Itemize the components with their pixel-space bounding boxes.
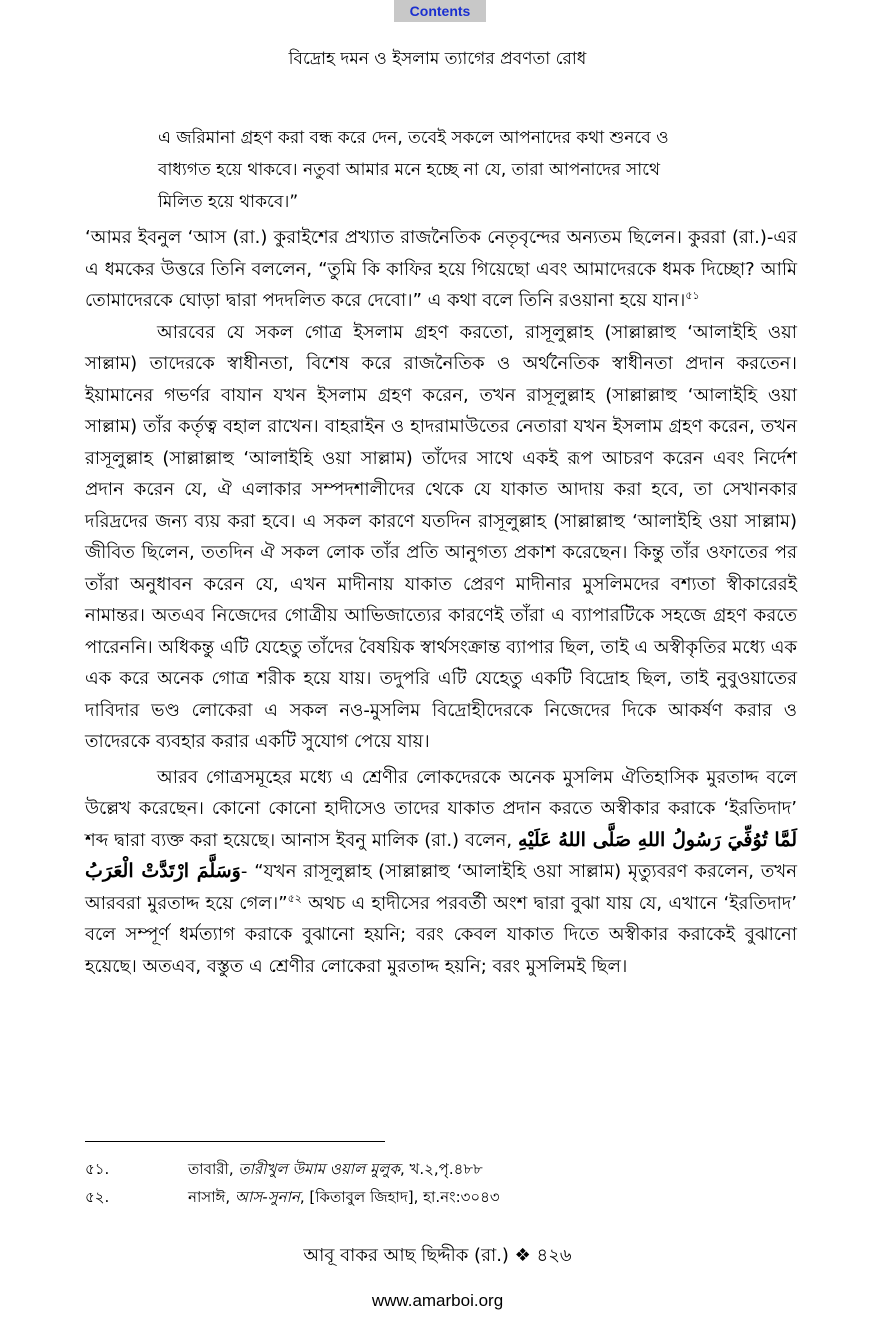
contents-button[interactable]: Contents (394, 0, 486, 22)
quote-line: মিলিত হয়ে থাকবে।” (158, 192, 299, 212)
footnote-book-title: আস-সুনান (234, 1188, 300, 1206)
footnote-item (85, 1155, 797, 1183)
paragraph-1 (85, 222, 797, 317)
footnote-reference: , [কিতাবুল জিহাদ], হা.নং:৩০৪৩ (299, 1188, 500, 1206)
footnote-reference: , খ.২,পৃ.৪৮৮ (399, 1160, 483, 1178)
quote-line: বাধ্যগত হয়ে থাকবে। নতুবা আমার মনে হচ্ছে না যে, তারা আপনাদের সাথে (158, 160, 660, 180)
footnote-ref-51[interactable]: ৫১ (685, 289, 700, 302)
quote-line: এ জরিমানা গ্রহণ করা বন্ধ করে দেন, তবেই সকলে আপনাদের কথা শুনবে ও (158, 128, 669, 148)
arabic-hadith: لَمَّا تُوُفِّيَ رَسُولُ اللهِ صَلَّى اللهُ عَلَيْهِ وَسَلَّمَ ارْتَدَّتْ الْعَرَبُ (85, 828, 797, 882)
footnote-book-title: তারীখুল উমাম ওয়াল মুলুক (238, 1160, 400, 1178)
block-quote (158, 122, 798, 218)
footnote-author: তাবারী, (188, 1160, 239, 1178)
paragraph-3-text-b: - “যখন রাসূলুল্লাহ (সাল্লাল্লাহু ‘আলাইহি ওয়া সাল্লাম) মৃত্যুবরণ করলেন, তখন আরবরা মুরতাদ্দ হয়ে গেল।” (85, 861, 797, 914)
page-footer: আবূ বাকর আছ ছিদ্দীক (রা.) ❖ ৪২৬ (303, 1245, 572, 1266)
paragraph-3-text-a: আরব গোত্রসমূহের মধ্যে এ শ্রেণীর লোকদেরকে অনেক মুসলিম ঐতিহাসিক মুরতাদ্দ বলে উল্লেখ করেছেন। কোনো কোনো হাদীসেও তাদের যাকাত প্রদান করতে অস্বীকার করাকে ‘ইরতিদাদ’ শব্দ দ্বারা ব্যক্ত করা হয়েছে। আনাস ইবনু মালিক (রা.) বলেন, (85, 766, 797, 851)
paragraph-2-text: আরবের যে সকল গোত্র ইসলাম গ্রহণ করতো, রাসূলুল্লাহ (সাল্লাল্লাহু ‘আলাইহি ওয়া সাল্লাম) তাদেরকে স্বাধীনতা, বিশেষ করে রাজনৈতিক ও অর্থনৈতিক স্বাধীনতা প্রদান করতেন। ইয়ামানের গভর্ণর বাযান যখন ইসলাম গ্রহণ করেন, তখন রাসূলুল্লাহ (সাল্লাল্লাহু ‘আলাইহি ওয়া সাল্লাম) তাঁর কর্তৃত্ব বহাল রাখেন। বাহরাইন ও হাদরামাউতের নেতারা যখন ইসলাম গ্রহণ করেন, তখন রাসূলুল্লাহ (সাল্লাল্লাহু ‘আলাইহি ওয়া সাল্লাম) তাঁদের সাথে একই রূপ আচরণ করেন এবং নির্দেশ প্রদান করেন যে, ঐ এলাকার সম্পদশালীদের থেকে যে যাকাত আদায় করা হবে, তা সেখানকার দরিদ্রদের জন্য ব্যয় করা হবে। এ সকল কারণে যতদিন রাসূলুল্লাহ (সাল্লাল্লাহু ‘আলাইহি ওয়া সাল্লাম) জীবিত ছিলেন, ততদিন ঐ সকল লোক তাঁর প্রতি আনুগত্য প্রকাশ করেছেন। কিন্তু তাঁর ওফাতের পর তাঁরা অনুধাবন করেন যে, এখন মাদীনায় যাকাত প্রেরণ মাদীনার মুসলিমদের বশ্যতা স্বীকারেরই নামান্তর। অতএব নিজেদের গোত্রীয় আভিজাত্যের কারণেই তাঁরা এ ব্যাপারটিকে সহজে গ্রহণ করতে পারেননি। অধিকন্তু এটি যেহেতু তাঁদের বৈষয়িক স্বার্থসংক্রান্ত ব্যাপার ছিল, তাই এ অস্বীকৃতির মধ্যে এক এক করে অনেক গোত্র শরীক হয়ে যায়। তদুপরি এটি যেহেতু একটি বিদ্রোহ ছিল, তাই নুবুওয়াতের দাবিদার ভণ্ড লোকেরা এ সকল নও-মুসলিম বিদ্রোহীদেরকে নিজেদের দিকে আকর্ষণ করার ও তাদেরকে ব্যবহার করার একটি সুযোগ পেয়ে যায়। (85, 321, 797, 752)
paragraph-3-text-c: অথচ এ হাদীসের পরবর্তী অংশ দ্বারা বুঝা যায় যে, এখানে ‘ইরতিদাদ’ বলে সম্পূর্ণ ধর্মত্যাগ করাকে বুঝানো হয়নি; বরং কেবল যাকাত দিতে অস্বীকার করাকেই বুঝানো হয়েছে। অতএব, বস্তুত এ শ্রেণীর লোকেরা মুরতাদ্দ হয়নি; বরং মুসলিমই ছিল। (85, 892, 797, 977)
footnote-text (188, 1183, 500, 1211)
paragraph-2 (85, 317, 797, 758)
footnote-divider (85, 1141, 385, 1142)
footnote-text (188, 1155, 483, 1183)
footnote-ref-52[interactable]: ৫২ (287, 891, 302, 905)
footnotes (85, 1155, 797, 1211)
main-text (85, 222, 797, 982)
paragraph-1-text: ‘আমর ইবনুল ‘আস (রা.) কুরাইশের প্রখ্যাত রাজনৈতিক নেতৃবৃন্দের অন্যতম ছিলেন। কুররা (রা.)-এর এ ধমকের উত্তরে তিনি বললেন, “তুমি কি কাফির হয়ে গিয়েছো এবং আমাদেরকে ধমক দিচ্ছো? আমি তোমাদেরকে ঘোড়া দ্বারা পদদলিত করে দেবো।” এ কথা বলে তিনি রওয়ানা হয়ে যান। (85, 227, 797, 311)
footnote-item (85, 1183, 797, 1211)
footnote-number: ৫১. (85, 1160, 110, 1178)
footnote-number: ৫২. (85, 1188, 110, 1206)
website-link[interactable]: www.amarboi.org (371, 1291, 504, 1310)
page-header-title: বিদ্রোহ দমন ও ইসলাম ত্যাগের প্রবণতা রোধ (288, 49, 587, 69)
footnote-author: নাসাঈ, (188, 1188, 235, 1206)
paragraph-3 (85, 762, 797, 983)
